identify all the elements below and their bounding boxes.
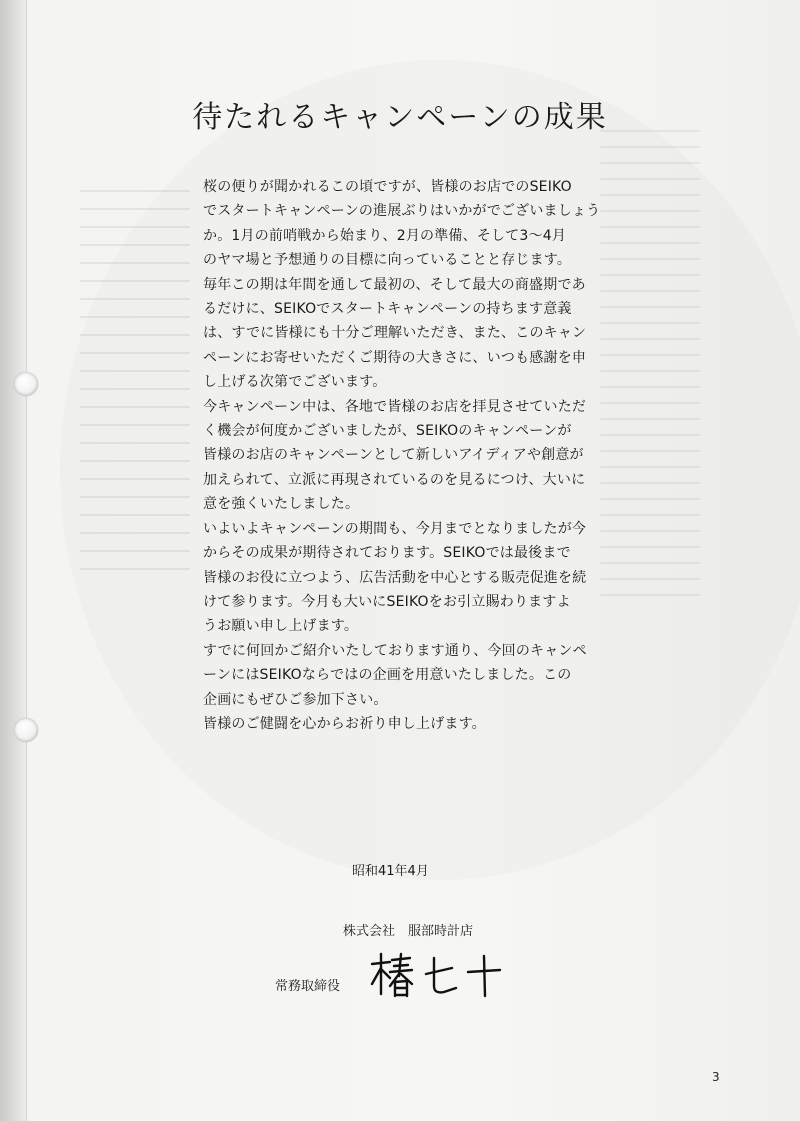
body-line: し上げる次第でございます。 bbox=[203, 374, 387, 391]
body-line: 企画にもぜひご参加下さい。 bbox=[203, 691, 388, 708]
letter-date: 昭和41年4月 bbox=[352, 864, 429, 879]
body-line: うお願い申し上げます。 bbox=[203, 618, 359, 635]
body-line: 皆様のお役に立つよう、広告活動を中心とする販売促進を続 bbox=[203, 569, 587, 586]
body-line: 意を強くいたしました。 bbox=[203, 496, 360, 513]
show-through-lines-left bbox=[80, 190, 190, 586]
body-line: でスタートキャンペーンの進展ぶりはいかがでございましょう bbox=[203, 203, 601, 220]
page-title: 待たれるキャンペーンの成果 bbox=[192, 100, 608, 135]
body-line: けて参ります。今月も大いにSEIKOをお引立賜わりますよ bbox=[203, 593, 571, 610]
body-line: は、すでに皆様にも十分ご理解いただき、また、このキャン bbox=[203, 325, 587, 342]
body-line: からその成果が期待されております。SEIKOでは最後まで bbox=[203, 545, 571, 562]
body-text bbox=[203, 175, 608, 736]
body-line: 皆様のご健闘を心からお祈り申し上げます。 bbox=[203, 715, 486, 732]
body-line: ーンにはSEIKOならではの企画を用意いたしました。この bbox=[203, 667, 572, 684]
punch-hole-top bbox=[14, 372, 38, 396]
binding-edge bbox=[0, 0, 27, 1121]
body-line: か。1月の前哨戦から始まり、2月の準備、そして3～4月 bbox=[203, 227, 567, 244]
body-line: 今キャンペーン中は、各地で皆様のお店を拝見させていただ bbox=[203, 398, 587, 415]
punch-hole-bottom bbox=[14, 718, 38, 742]
body-line: 皆様のお店のキャンペーンとして新しいアイディアや創意が bbox=[203, 447, 584, 464]
body-line: るだけに、SEIKOでスタートキャンペーンの持ちます意義 bbox=[203, 301, 572, 318]
body-line: 桜の便りが聞かれるこの頃ですが、皆様のお店でのSEIKO bbox=[203, 179, 572, 195]
body-line: 毎年この期は年間を通して最初の、そして最大の商盛期であ bbox=[203, 276, 586, 293]
show-through-lines-right bbox=[600, 130, 700, 610]
body-line: すでに何回かご紹介いたしております通り、今回のキャンペ bbox=[203, 642, 587, 659]
handwritten-signature bbox=[368, 950, 508, 1000]
signer-position: 常務取締役 bbox=[275, 979, 341, 994]
body-line: 加えられて、立派に再現されているのを見るにつけ、大いに bbox=[203, 471, 586, 488]
body-line: ペーンにお寄せいただくご期待の大きさに、いつも感謝を申 bbox=[203, 349, 587, 366]
company-name: 株式会社 服部時計店 bbox=[343, 924, 474, 939]
page-number: 3 bbox=[712, 1070, 720, 1084]
body-line: く機会が何度かございましたが、SEIKOのキャンペーンが bbox=[203, 423, 572, 440]
body-line: のヤマ場と予想通りの目標に向っていることと存じます。 bbox=[203, 252, 572, 269]
body-line: いよいよキャンペーンの期間も、今月までとなりましたが今 bbox=[203, 520, 587, 537]
